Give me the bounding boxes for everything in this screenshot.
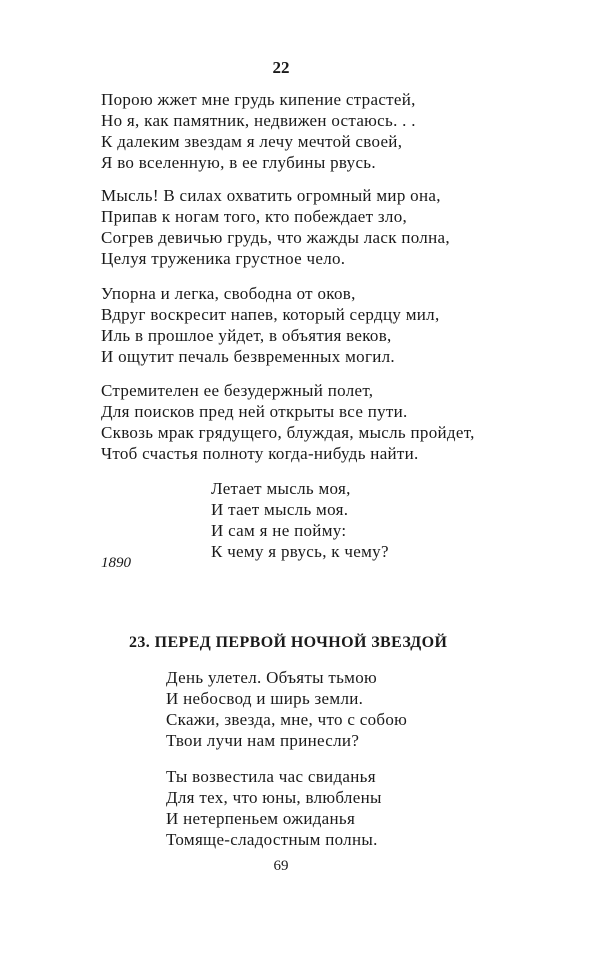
poem-number: 22: [272, 58, 290, 77]
verse-line: Для поисков пред ней открыты все пути.: [101, 402, 408, 421]
verse-line: Я во вселенную, в ее глубины рвусь.: [101, 153, 376, 172]
verse-line: Томяще-сладостным полны.: [166, 830, 378, 849]
verse-line: Упорна и легка, свободна от оков,: [101, 284, 356, 303]
verse-line: Но я, как памятник, недвижен остаюсь. . .: [101, 111, 416, 130]
verse-line: Иль в прошлое уйдет, в объятия веков,: [101, 326, 392, 345]
verse-line: К далеким звездам я лечу мечтой своей,: [101, 132, 403, 151]
verse-line: Сквозь мрак грядущего, блуждая, мысль пройдет,: [101, 423, 475, 442]
verse-line: Скажи, звезда, мне, что с собою: [166, 710, 408, 729]
stanza: [101, 185, 450, 269]
verse-line: И ощутит печаль безвременных могил.: [101, 347, 395, 366]
verse-line: Чтоб счастья полноту когда-нибудь найти.: [101, 444, 419, 463]
verse-line: Порою жжет мне грудь кипение страстей,: [101, 90, 416, 109]
verse-line: Стремителен ее безудержный полет,: [101, 381, 374, 400]
verse-line: И нетерпеньем ожиданья: [166, 809, 356, 828]
verse-line: И тает мысль моя.: [211, 500, 349, 519]
stanza: [166, 667, 407, 751]
verse-line: Для тех, что юны, влюблены: [166, 788, 382, 807]
verse-line: К чему я рвусь, к чему?: [211, 542, 389, 561]
verse-line: Твои лучи нам принесли?: [166, 731, 360, 750]
stanza: [101, 380, 475, 464]
verse-line: Припав к ногам того, кто побеждает зло,: [101, 207, 408, 226]
verse-line: И сам я не пойму:: [211, 521, 347, 540]
stanza: [101, 283, 440, 367]
verse-line: Мысль! В силах охватить огромный мир она,: [101, 186, 441, 205]
poem-title: 23. ПЕРЕД ПЕРВОЙ НОЧНОЙ ЗВЕЗДОЙ: [129, 634, 448, 651]
verse-line: Ты возвестила час свиданья: [166, 767, 376, 786]
verse-line: День улетел. Объяты тьмою: [166, 668, 378, 687]
verse-line: Целуя труженика грустное чело.: [101, 249, 346, 268]
verse-line: Вдруг воскресит напев, который сердцу мил,: [101, 305, 440, 324]
stanza: [166, 766, 382, 850]
poem-date: 1890: [101, 555, 131, 571]
stanza-refrain: [211, 478, 389, 562]
verse-line: Согрев девичью грудь, что жажды ласк полна,: [101, 228, 450, 247]
verse-line: И небосвод и ширь земли.: [166, 689, 364, 708]
page-number: 69: [273, 858, 289, 874]
stanza: [101, 89, 416, 173]
verse-line: Летает мысль моя,: [211, 479, 351, 498]
